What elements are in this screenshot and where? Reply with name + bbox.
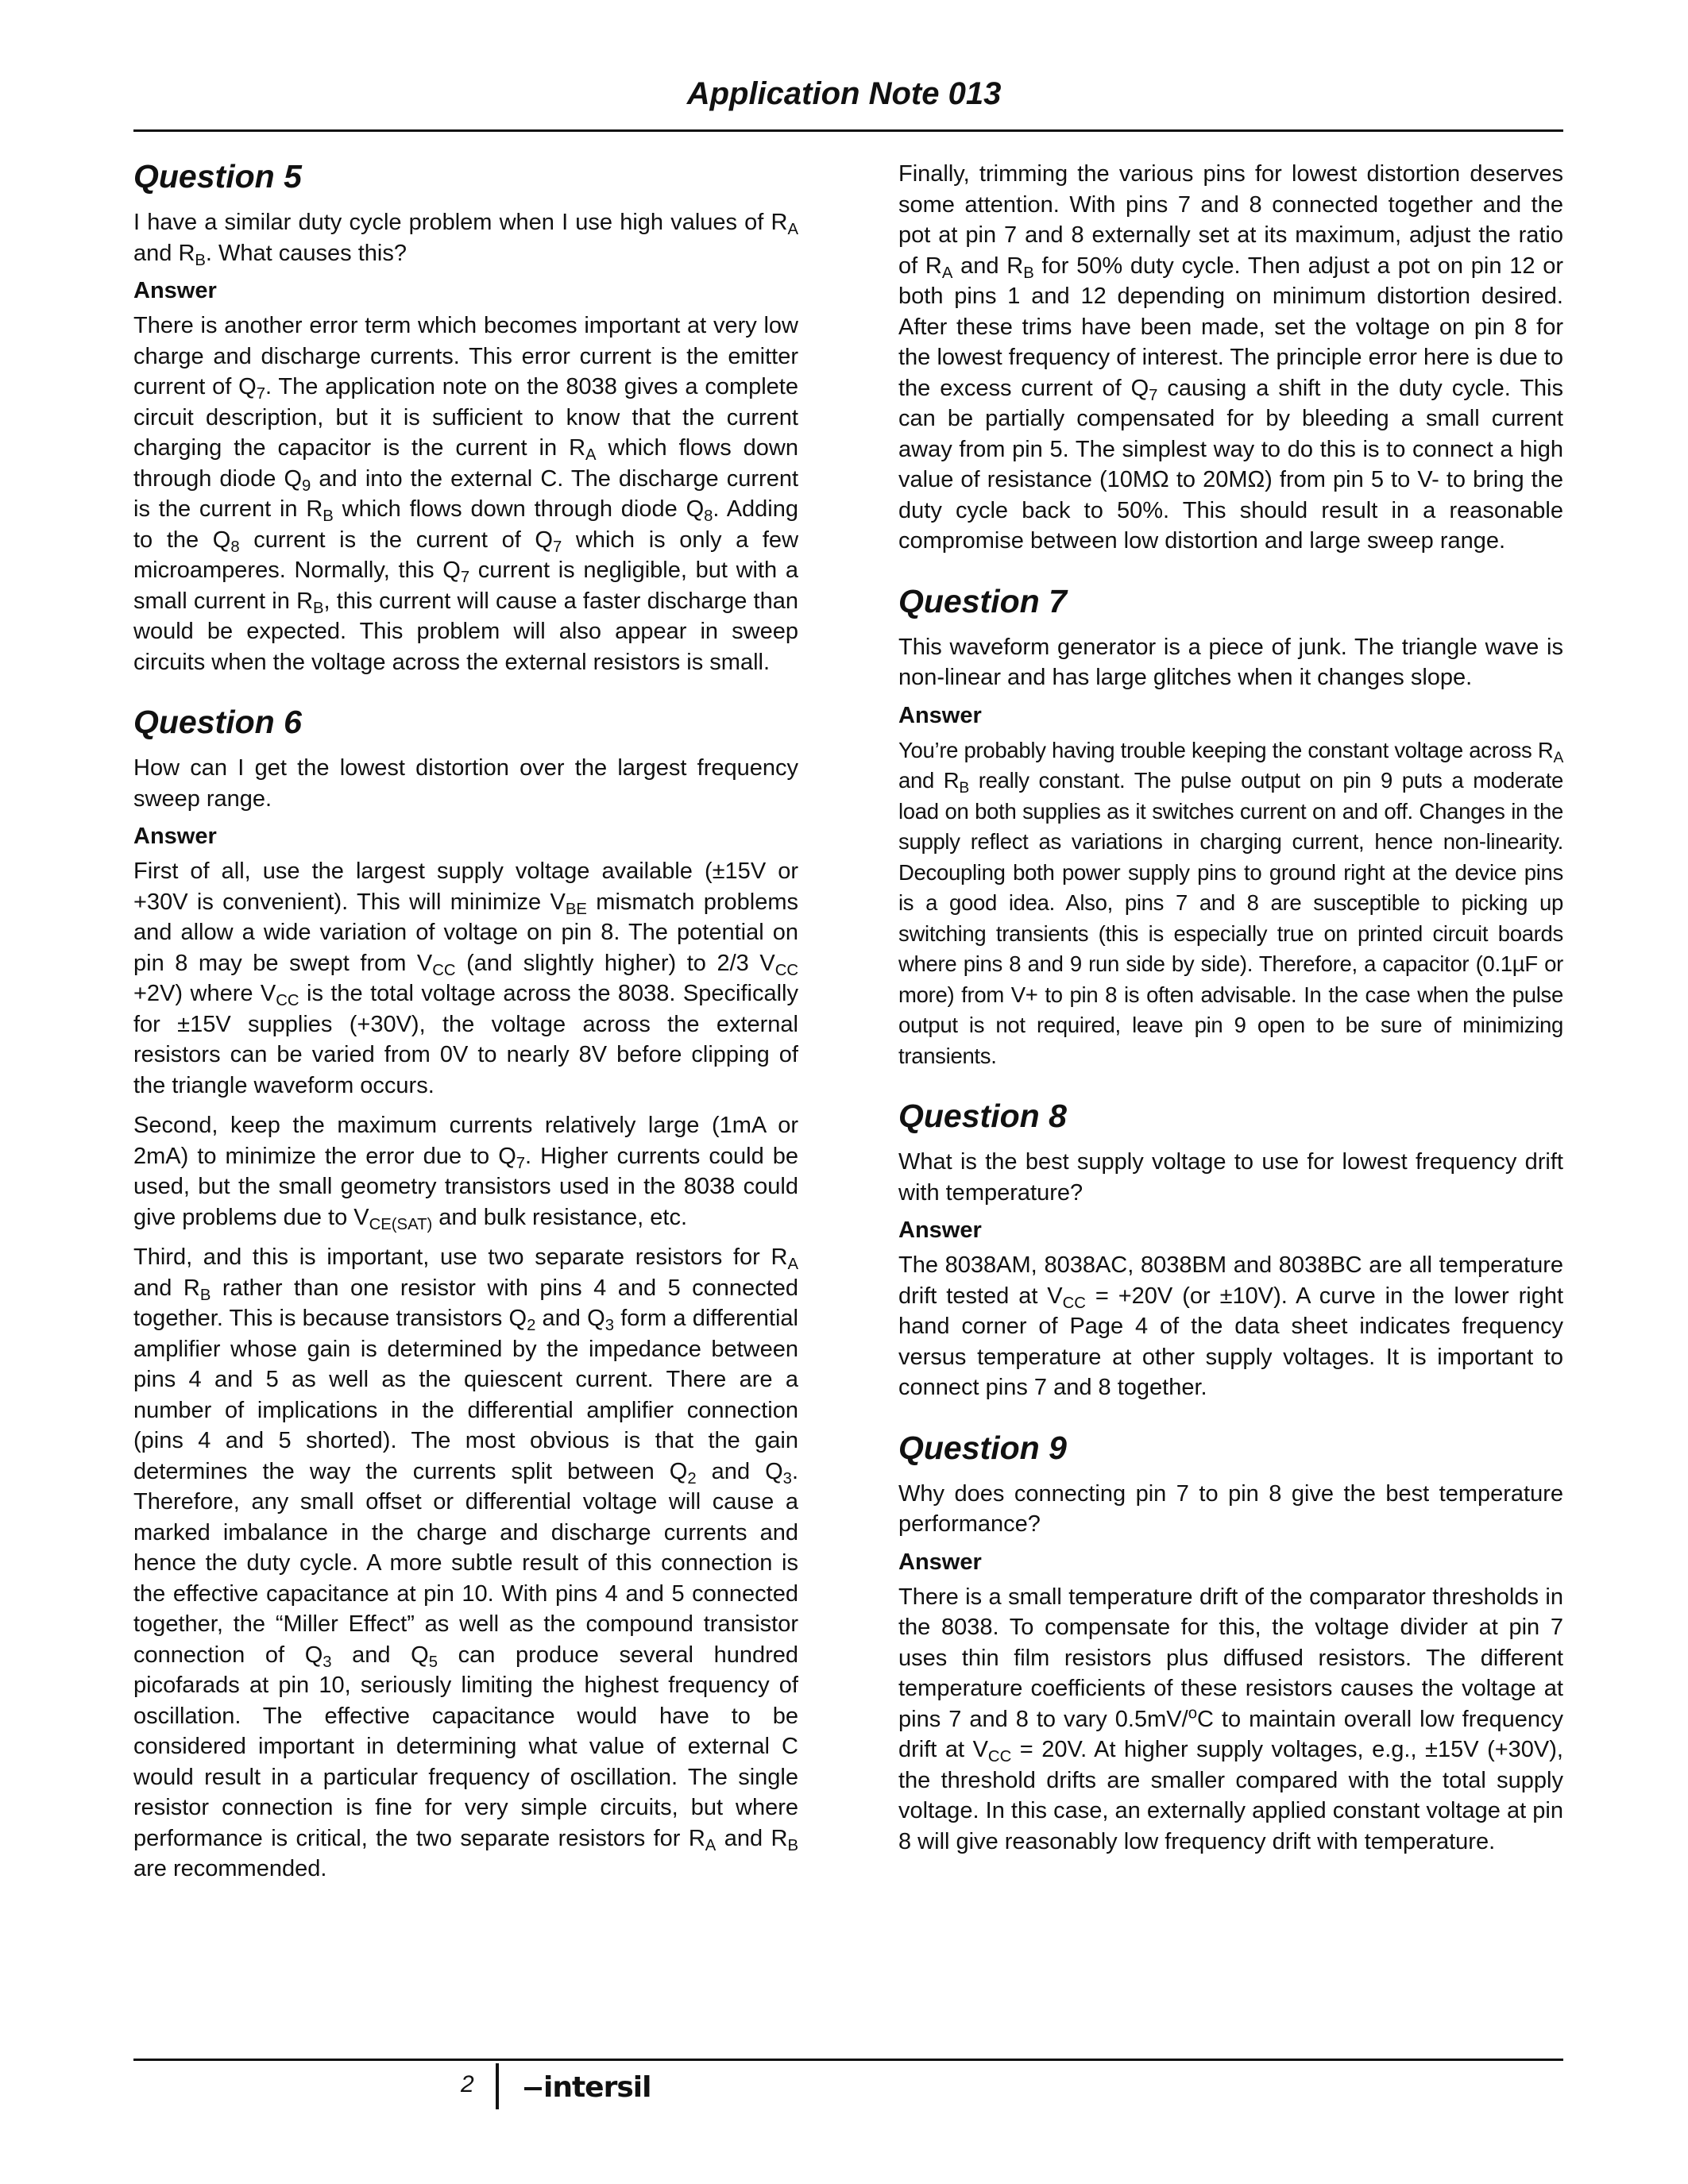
question-5-heading: Question 5 (133, 158, 302, 195)
question-9-answer-text: There is a small temperature drift of the comparator thresholds in the 8038. To compensate for this, the voltage divider at pin 7 uses thin film resistors plus diffused resistors. The different temperature coefficients of these resistors causes the voltage at pins 7 and 8 to vary 0.5mV/$^o$C to maintain overall low frequency drift at $V_{CC} = 20V$. At higher supply voltages, e.g., ±15V (+30V), the threshold drifts are smaller compared with the total supply voltage. In this case, an externally applied constant voltage at pin 8 will give reasonably low frequency drift with temperature. (898, 1584, 1564, 1854)
page-number: 2 (461, 2071, 474, 2097)
left-column (133, 159, 798, 1912)
question-8-answer-text: The 8038AM, 8038AC, 8038BM and 8038BC are all temperature drift tested at $V_{CC} = +20V$ (or ±10V). A curve in the lower right hand corner of Page 4 of the data sheet indicates frequency versus temperature at other supply voltages. It is important to connect pins 7 and 8 together. (898, 1252, 1564, 1401)
question-7-section (898, 584, 1563, 1072)
question-7-answer-label: Answer (898, 702, 982, 728)
question-5-section (133, 159, 798, 677)
question-5-text: I have a similar duty cycle problem when I use high values of $R_A$ and $R_B$. What causes this? (133, 210, 798, 269)
footer-divider (133, 2059, 1563, 2061)
intersil-logo (524, 2071, 651, 2104)
question-8-heading: Question 8 (898, 1098, 1067, 1135)
question-7-heading: Question 7 (898, 582, 1067, 619)
question-8-section (898, 1098, 1563, 1403)
question-6-continued (898, 159, 1563, 557)
question-9-answer-label: Answer (898, 1549, 982, 1575)
question-5-answer-label: Answer (133, 278, 217, 304)
page-header-title: Application Note 013 (686, 76, 1002, 111)
question-9-text: Why does connecting pin 7 to pin 8 give the best temperature performance? (898, 1480, 1563, 1538)
question-9-section (898, 1430, 1563, 1858)
question-6-section (133, 704, 798, 1885)
question-8-answer-label: Answer (898, 1217, 982, 1244)
question-6-answer-label: Answer (133, 824, 217, 850)
question-7-answer-text: You’re probably having trouble keeping the constant voltage across $R_A$ and $R_B$ really constant. The pulse output on pin 9 puts a moderate load on both supplies as it switches current on and off. Changes in the supply reflect as variations in charging current, hence non-linearity. Decoupling both power supply pins to ground right at the device pins is a good idea. Also, pins 7 and 8 are susceptible to picking up switching transients (this is especially true on printed circuit boards where pins 8 and 9 run side by side). Therefore, a capacitor (0.1µF or more) from V+ to pin 8 is often advisable. In the case when the pulse output is not required, leave pin 9 open to be sure of minimizing transients. (898, 737, 1563, 1068)
question-6-answer-paragraph-1: First of all, use the largest supply voltage available (±15V or +30V is convenient). This will minimize $V_{BE}$ mismatch problems and allow a wide variation of voltage on pin 8. The potential on pin 8 may be swept from $V_{CC}$ (and slightly higher) to 2/3 $V_{CC} +2V$) where $V_{CC}$ is the total voltage across the 8038. Specifically for ±15V supplies (+30V), the voltage across the external resistors can be varied from 0V to nearly 8V before clipping of the triangle waveform occurs. (133, 859, 798, 1098)
logo-text: intersil (543, 2071, 651, 2104)
question-6-answer-paragraph-4: Finally, trimming the various pins for lowest distortion deserves some attention. With pins 7 and 8 connected together and the pot at pin 7 and 8 externally set at its maximum, adjust the ratio of $R_A$ and $R_B$ for 50% duty cycle. Then adjust a pot on pin 12 or both pins 1 and 12 depending on minimum distortion desired. After these trims have been made, set the voltage on pin 8 for the lowest frequency of interest. The principle error here is due to the excess current of $Q_7$ causing a shift in the duty cycle. This can be partially compensated for by bleeding a small current away from pin 5. The simplest way to do this is to connect a high value of resistance (10MΩ to 20MΩ) from pin 5 to V- to bring the duty cycle back to 50%. This should result in a reasonable compromise between low distortion and large sweep range. (898, 161, 1563, 554)
question-6-heading: Question 6 (133, 704, 302, 741)
footer-vertical-bar (496, 2063, 499, 2109)
question-6-answer-paragraph-3: Third, and this is important, use two separate resistors for $R_A$ and $R_B$ rather than one resistor with pins 4 and 5 connected together. This is because transistors $Q_2$ and $Q_3$ form a differential amplifier whose gain is determined by the impedance between pins 4 and 5 as well as the quiescent current. There are a number of implications in the differential amplifier connection (pins 4 and 5 shorted). The most obvious is that the gain determines the way the currents split between $Q_2$ and $Q_3$. Therefore, any small offset or differential voltage will cause a marked imbalance in the charge and discharge currents and hence the duty cycle. A more subtle result of this connection is the effective capacitance at pin 10. With pins 4 and 5 connected together, the “Miller Effect” as well as the compound transistor connection of $Q_3$ and $Q_5$ can produce several hundred picofarads at pin 10, seriously limiting the highest frequency of oscillation. The effective capacitance would have to be considered important in determining what value of external C would result in a particular frequency of oscillation. The single resistor connection is fine for very simple circuits, but where performance is critical, the two separate resistors for $R_A$ and $R_B$ are recommended. (133, 1244, 799, 1882)
question-7-text: This waveform generator is a piece of junk. The triangle wave is non-linear and has large glitches when it changes slope. (898, 634, 1563, 691)
question-8-text: What is the best supply voltage to use for lowest frequency drift with temperature? (898, 1149, 1563, 1206)
question-6-text: How can I get the lowest distortion over the largest frequency sweep range. (133, 755, 798, 812)
header-divider (133, 129, 1563, 132)
logo-dash-icon (524, 2087, 542, 2090)
question-6-answer-paragraph-2: Second, keep the maximum currents relatively large (1mA or 2mA) to minimize the error due to $Q_7$. Higher currents could be used, but the small geometry transistors used in the 8038 could give problems due to $V_{CE(SAT)}$ and bulk resistance, etc. (133, 1113, 798, 1233)
question-5-answer-text: There is another error term which becomes important at very low charge and discharge currents. This error current is the emitter current of $Q_7$. The application note on the 8038 gives a complete circuit description, but it is sufficient to know that the current charging the capacitor is the current in $R_A$ which flows down through diode $Q_9$ and into the external C. The discharge current is the current in $R_B$ which flows down through diode $Q_8$. Adding to the $Q_8$ current is the current of $Q_7$ which is only a few microamperes. Normally, this $Q_7$ current is negligible, but with a small current in $R_B$, this current will cause a faster discharge than would be expected. This problem will also appear in sweep circuits when the voltage across the external resistors is small. (133, 313, 799, 675)
right-column (898, 159, 1563, 1884)
question-9-heading: Question 9 (898, 1429, 1067, 1466)
